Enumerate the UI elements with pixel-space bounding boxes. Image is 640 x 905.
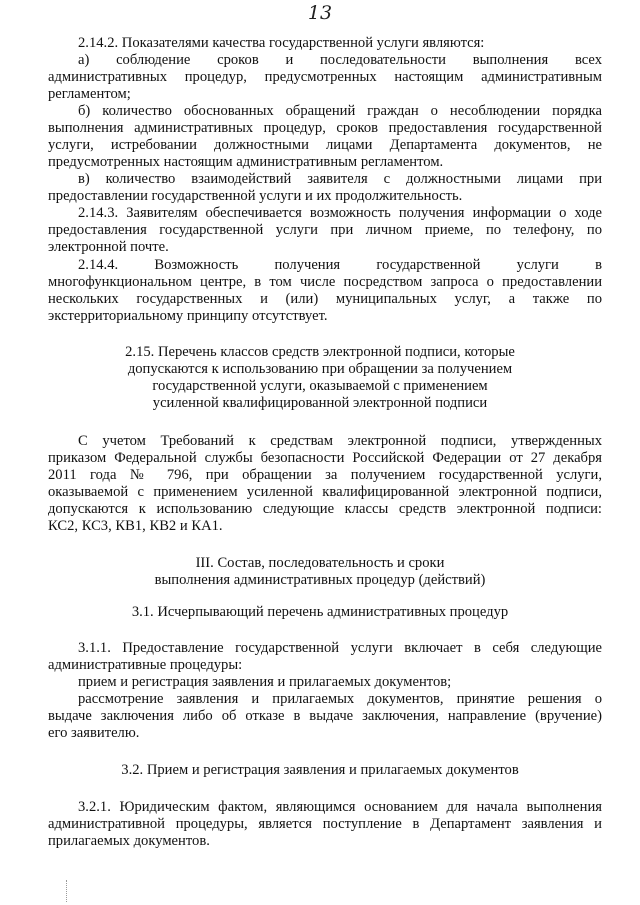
- paragraph-line: в) количество взаимодействий заявителя с должностными лицами при: [78, 171, 602, 187]
- paragraph-line: экстерриториальному принципу отсутствует.: [48, 308, 328, 324]
- page-number: 13: [307, 2, 333, 24]
- paragraph-line: С учетом Требований к средствам электронной подписи, утвержденных: [78, 433, 602, 449]
- paragraph-line: оказываемой с применением усиленной квалифицированной электронной подписи,: [48, 484, 602, 500]
- section-heading: усиленной квалифицированной электронной подписи: [152, 395, 488, 411]
- paragraph-line: регламентом;: [48, 86, 131, 102]
- section-heading: 2.15. Перечень классов средств электронной подписи, которые: [125, 344, 515, 360]
- paragraph-line: выполнения административных процедур, сроков предоставления государственной: [48, 120, 602, 136]
- paragraph-line: административной процедуры, является поступление в Департамент заявления и: [48, 816, 602, 832]
- paragraph-line: рассмотрение заявления и прилагаемых документов, принятие решения о: [78, 691, 602, 707]
- section-heading: 3.1. Исчерпывающий перечень административных процедур: [131, 604, 509, 620]
- paragraph-line: 3.2.1. Юридическим фактом, являющимся основанием для начала выполнения: [78, 799, 602, 815]
- paragraph-line: электронной почте.: [48, 239, 169, 255]
- paragraph-line: предусмотренных настоящим административным регламентом.: [48, 154, 444, 170]
- paragraph-line: приказом Федеральной службы безопасности Российской Федерации от 27 декабря: [48, 450, 602, 466]
- paragraph-line: прием и регистрация заявления и прилагаемых документов;: [78, 674, 452, 690]
- paragraph-line: многофункциональном центре, в том числе посредством запроса о предоставлении: [48, 274, 602, 290]
- scan-margin-mark: [66, 880, 68, 902]
- paragraph-line: предоставлении государственной услуги и их продолжительность.: [48, 188, 463, 204]
- paragraph-line: выдаче заключения либо об отказе в выдаче заключения, направление (вручение): [48, 708, 602, 724]
- paragraph-line: б) количество обоснованных обращений граждан о несоблюдении порядка: [78, 103, 602, 119]
- paragraph-line: допускаются к использованию следующие классы средств электронной подписи:: [48, 501, 602, 517]
- paragraph-line: административных процедур, предусмотренных настоящим административным: [48, 69, 602, 85]
- paragraph-line: его заявителю.: [48, 725, 140, 741]
- paragraph-line: 3.1.1. Предоставление государственной услуги включает в себя следующие: [78, 640, 602, 656]
- paragraph-line: а) соблюдение сроков и последовательности выполнения всех: [78, 52, 602, 68]
- paragraph-line: 2.14.3. Заявителям обеспечивается возможность получения информации о ходе: [78, 205, 602, 221]
- paragraph-line: прилагаемых документов.: [48, 833, 210, 849]
- paragraph-line: нескольких государственных и (или) муниципальных услуг, а также по: [48, 291, 602, 307]
- paragraph-line: 2.14.4. Возможность получения государственной услуги в: [78, 257, 602, 273]
- paragraph-line: КС2, КС3, КВ1, КВ2 и КА1.: [48, 518, 223, 534]
- section-heading: 3.2. Прием и регистрация заявления и прилагаемых документов: [121, 762, 519, 778]
- paragraph-line: 2011 года № 796, при обращении за получением государственной услуги,: [48, 467, 602, 483]
- paragraph-line: административные процедуры:: [48, 657, 243, 673]
- section-heading: государственной услуги, оказываемой с применением: [152, 378, 488, 394]
- section-heading: допускаются к использованию при обращении за получением: [127, 361, 513, 377]
- chapter-heading: выполнения административных процедур (действий): [154, 572, 486, 588]
- paragraph-line: предоставления государственной услуги при личном приеме, по телефону, по: [48, 222, 602, 238]
- paragraph-line: услуги, истребовании должностными лицами Департамента документов, не: [48, 137, 602, 153]
- paragraph-line: 2.14.2. Показателями качества государственной услуги являются:: [78, 35, 485, 51]
- chapter-heading: III. Состав, последовательность и сроки: [195, 555, 445, 571]
